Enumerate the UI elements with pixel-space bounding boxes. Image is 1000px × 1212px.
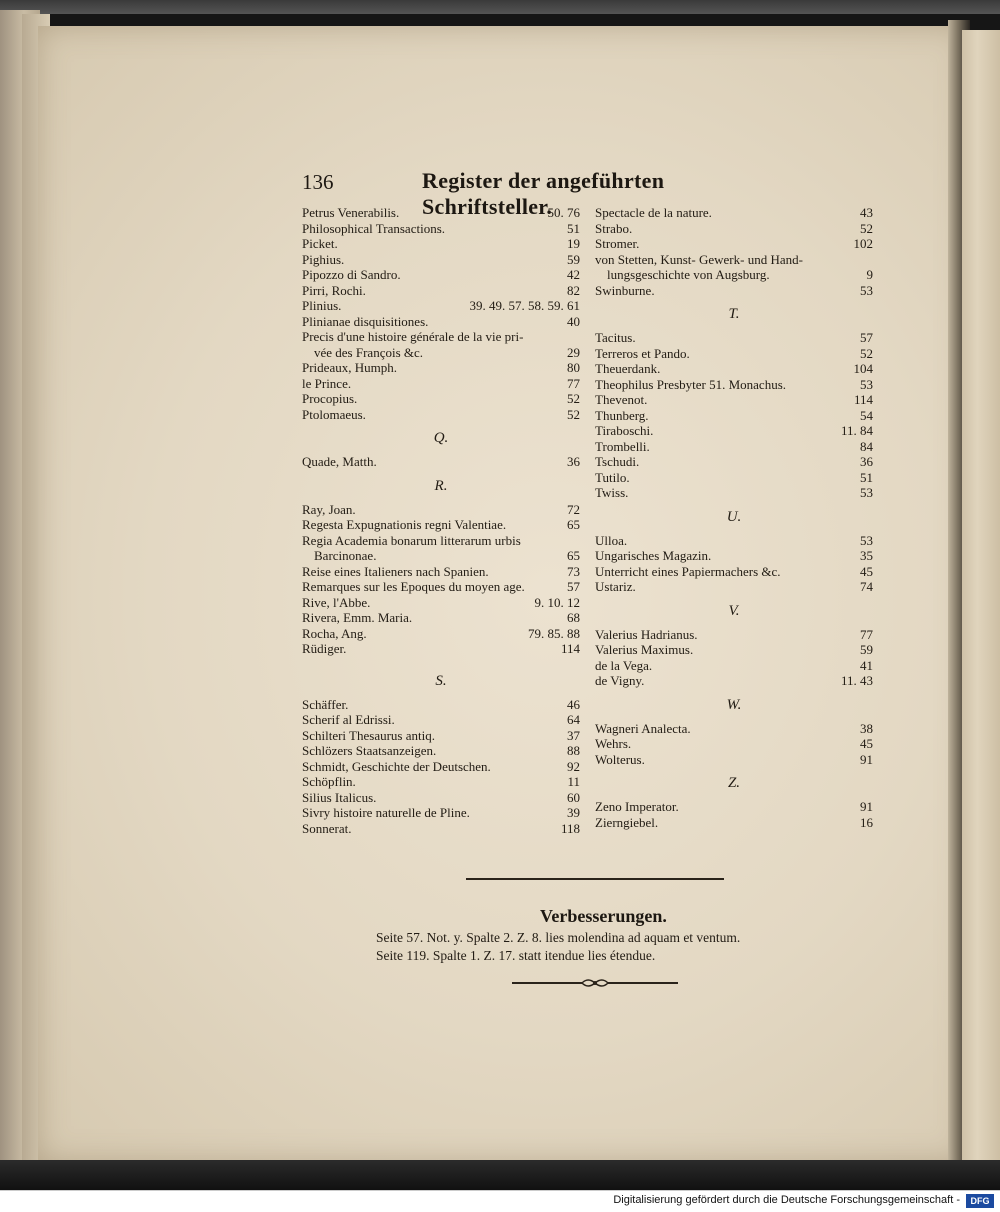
entry-page-ref: 40 (567, 313, 580, 329)
entry-author: Schmidt, Geschichte der Deutschen. (302, 758, 491, 774)
section-letter (300, 665, 582, 697)
right-page-edge (962, 30, 1000, 1180)
index-entry (300, 314, 582, 330)
index-entry (593, 205, 875, 221)
section-letter-label: W. (726, 696, 742, 713)
index-column-right (593, 205, 875, 830)
digitization-footer (0, 1190, 1000, 1212)
section-letter (300, 422, 582, 454)
entry-author: Ulloa. (595, 532, 628, 548)
index-entry (300, 821, 582, 837)
index-entry (593, 815, 875, 831)
entry-page-ref: 39. 49. 57. 58. 59. 61 (469, 298, 580, 313)
entry-author: de la Vega. (595, 657, 653, 673)
index-entry (300, 391, 582, 407)
entry-author: de Vigny. (595, 673, 645, 688)
section-letter (593, 767, 875, 799)
entry-author: Schlözers Staatsanzeigen. (302, 743, 437, 758)
index-entry (593, 673, 875, 689)
index-entry (300, 454, 582, 470)
index-entry (300, 805, 582, 821)
entry-page-ref: 57 (860, 330, 873, 345)
entry-page-ref: 68 (567, 610, 580, 625)
index-entry (593, 485, 875, 501)
entry-page-ref: 37 (567, 727, 580, 743)
index-entry (593, 330, 875, 346)
section-letter (593, 501, 875, 533)
index-entry (300, 502, 582, 518)
index-entry (593, 252, 875, 268)
index-entry (593, 721, 875, 737)
entry-author: Pipozzo di Sandro. (302, 267, 401, 282)
entry-author: Thevenot. (595, 392, 648, 407)
entry-author: Swinburne. (595, 282, 655, 298)
entry-author: Strabo. (595, 220, 633, 236)
entry-author: Tiraboschi. (595, 423, 654, 438)
entry-page-ref: 9. 10. 12 (534, 594, 580, 610)
entry-author: Procopius. (302, 391, 358, 406)
entry-author: Pighius. (302, 251, 345, 267)
entry-author: Ray, Joan. (302, 501, 356, 517)
index-entry (593, 439, 875, 455)
index-entry (300, 252, 582, 268)
section-letter-label: T. (728, 306, 740, 322)
index-entry (300, 564, 582, 580)
entry-page-ref: 102 (853, 236, 873, 251)
entry-author: Trombelli. (595, 438, 650, 454)
entry-author: Regesta Expugnationis regni Valentiae. (302, 517, 507, 532)
index-entry (300, 790, 582, 806)
entry-author: Pirri, Rochi. (302, 282, 366, 298)
section-letter-label: Z. (727, 775, 741, 791)
entry-page-ref: 42 (567, 267, 580, 282)
index-entry (593, 642, 875, 658)
entry-author: vée des François &c. (314, 344, 424, 360)
entry-page-ref: 43 (860, 205, 873, 220)
entry-author: Valerius Maximus. (595, 642, 694, 657)
entry-page-ref: 16 (860, 814, 873, 830)
index-entry (300, 759, 582, 775)
running-title: Register der angeführten Schriftsteller. (422, 168, 665, 219)
entry-page-ref: 57 (567, 579, 580, 594)
entry-page-ref: 74 (860, 579, 873, 594)
entry-author: Zeno Imperator. (595, 799, 679, 814)
entry-page-ref: 80 (567, 360, 580, 375)
entry-author: Tschudi. (595, 454, 640, 469)
entry-author: Plinianae disquisitiones. (302, 313, 429, 329)
entry-page-ref: 45 (860, 736, 873, 751)
index-entry (593, 736, 875, 752)
index-entry (300, 267, 582, 283)
index-entry (300, 345, 582, 361)
entry-author: Philosophical Transactions. (302, 220, 446, 236)
index-entry (300, 697, 582, 713)
index-entry (300, 376, 582, 392)
entry-page-ref: 52 (860, 220, 873, 236)
entry-author: Rivera, Emm. Maria. (302, 610, 413, 625)
index-entry (593, 752, 875, 768)
separator-rule (466, 878, 724, 880)
entry-page-ref: 51 (567, 220, 580, 236)
section-letter-label: Q. (433, 430, 449, 446)
entry-page-ref: 114 (853, 392, 873, 407)
index-entry (593, 377, 875, 393)
entry-page-ref: 41 (860, 657, 873, 673)
entry-author: Wehrs. (595, 736, 632, 751)
entry-author: Ptolomaeus. (302, 406, 366, 422)
index-entry (300, 329, 582, 345)
index-entry (593, 454, 875, 470)
entry-author: Barcinonae. (314, 548, 377, 563)
index-entry (300, 728, 582, 744)
entry-page-ref: 53 (860, 532, 873, 548)
ornament-divider (510, 976, 680, 990)
index-entry (300, 283, 582, 299)
entry-page-ref: 29 (567, 344, 580, 360)
entry-page-ref: 53 (860, 376, 873, 392)
entry-author: Stromer. (595, 236, 640, 251)
index-entry (300, 533, 582, 549)
entry-page-ref: 39 (567, 805, 580, 820)
entry-author: Scherif al Edrissi. (302, 712, 395, 727)
entry-page-ref: 77 (567, 375, 580, 391)
entry-page-ref: 11. 43 (840, 673, 873, 688)
entry-page-ref: 52 (860, 345, 873, 361)
entry-page-ref: 118 (560, 820, 580, 836)
entry-page-ref: 65 (567, 548, 580, 563)
section-letter (300, 470, 582, 502)
dfg-logo: DFG (966, 1194, 994, 1208)
entry-author: Twiss. (595, 485, 629, 500)
index-entry (593, 408, 875, 424)
entry-page-ref: 59 (567, 251, 580, 267)
index-entry (300, 774, 582, 790)
entry-author: Valerius Hadrianus. (595, 626, 698, 642)
index-entry (300, 360, 582, 376)
entry-page-ref: 36 (567, 454, 580, 469)
index-entry (300, 407, 582, 423)
entry-page-ref: 64 (567, 712, 580, 727)
index-entry (593, 564, 875, 580)
index-entry (593, 423, 875, 439)
errata-title: Verbesserungen. (540, 906, 667, 926)
entry-page-ref: 72 (567, 501, 580, 517)
entry-page-ref: 53 (860, 485, 873, 500)
section-letter (593, 595, 875, 627)
entry-page-ref: 19 (567, 236, 580, 251)
index-entry (593, 470, 875, 486)
entry-page-ref: 65 (567, 517, 580, 532)
index-entry (593, 221, 875, 237)
section-letter-label: R. (434, 477, 448, 494)
entry-page-ref: 51 (860, 469, 873, 485)
index-entry (593, 283, 875, 299)
entry-author: Unterricht eines Papiermachers &c. (595, 563, 781, 579)
section-letter-label: S. (435, 672, 447, 689)
entry-page-ref: 35 (860, 548, 873, 563)
scanner-top-edge (0, 0, 1000, 14)
entry-page-ref: 46 (567, 696, 580, 712)
entry-page-ref: 84 (860, 438, 873, 454)
entry-author: Plinius. (302, 298, 342, 313)
entry-author: Terreros et Pando. (595, 345, 690, 361)
section-letter (593, 689, 875, 721)
entry-author: Wagneri Analecta. (595, 720, 691, 736)
entry-page-ref: 91 (860, 751, 873, 767)
page-number: 136 (302, 170, 334, 194)
index-entry (300, 517, 582, 533)
index-entry (593, 548, 875, 564)
entry-page-ref: 11 (567, 774, 580, 789)
entry-author: Remarques sur les Epoques du moyen age. (302, 579, 525, 594)
entry-page-ref: 36 (860, 454, 873, 469)
entry-page-ref: 73 (567, 563, 580, 579)
entry-author: Reise eines Italieners nach Spanien. (302, 563, 489, 579)
section-letter-label: V. (728, 602, 740, 619)
entry-page-ref: 50. 76 (547, 205, 580, 220)
index-entry (300, 626, 582, 642)
entry-author: Picket. (302, 236, 338, 251)
entry-author: Rüdiger. (302, 641, 347, 656)
entry-page-ref: 104 (853, 361, 873, 376)
entry-author: Petrus Venerabilis. (302, 205, 400, 220)
entry-author: Theuerdank. (595, 361, 661, 376)
entry-page-ref: 54 (860, 407, 873, 423)
entry-author: Quade, Matth. (302, 454, 377, 469)
index-entry (300, 610, 582, 626)
entry-page-ref: 52 (567, 391, 580, 406)
entry-author: Ungarisches Magazin. (595, 548, 712, 563)
index-entry (593, 579, 875, 595)
entry-page-ref: 53 (860, 282, 873, 298)
entry-page-ref: 45 (860, 563, 873, 579)
entry-page-ref: 79. 85. 88 (528, 625, 580, 641)
index-entry (593, 361, 875, 377)
entry-author: Rocha, Ang. (302, 625, 367, 641)
entry-author: Wolterus. (595, 751, 645, 767)
errata-line: Seite 119. Spalte 1. Z. 17. statt itendue lies étendue. (376, 948, 656, 963)
index-entry (300, 221, 582, 237)
entry-page-ref: 82 (567, 282, 580, 298)
index-entry (593, 236, 875, 252)
entry-page-ref: 92 (567, 758, 580, 774)
entry-author: Schöpflin. (302, 774, 356, 789)
entry-page-ref: 114 (560, 641, 580, 656)
index-entry (593, 533, 875, 549)
index-entry (300, 298, 582, 314)
entry-author: Tacitus. (595, 330, 636, 345)
entry-author: Prideaux, Humph. (302, 360, 397, 375)
funding-notice: Digitalisierung gefördert durch die Deutsche Forschungsgemeinschaft - (613, 1194, 960, 1206)
entry-author: Schilteri Thesaurus antiq. (302, 727, 435, 743)
index-entry (300, 205, 582, 221)
entry-author: Schäffer. (302, 696, 349, 712)
section-letter (593, 298, 875, 330)
entry-page-ref: 88 (567, 743, 580, 758)
entry-page-ref: 77 (860, 626, 873, 642)
index-entry (593, 799, 875, 815)
entry-page-ref: 11. 84 (840, 423, 873, 438)
entry-author: le Prince. (302, 375, 352, 391)
spacer (300, 657, 582, 665)
index-entry (300, 712, 582, 728)
index-entry (300, 236, 582, 252)
entry-author: Sonnerat. (302, 820, 352, 836)
entry-author: Sivry histoire naturelle de Pline. (302, 805, 470, 820)
index-entry (300, 579, 582, 595)
index-entry (300, 548, 582, 564)
entry-author: Zierngiebel. (595, 814, 659, 830)
entry-author: Rive, l'Abbe. (302, 594, 371, 610)
scanner-bottom-edge (0, 1160, 1000, 1190)
index-entry (593, 392, 875, 408)
errata-line: Seite 57. Not. y. Spalte 2. Z. 8. lies molendina ad aquam et ventum. (376, 930, 741, 945)
entry-author: Theophilus Presbyter 51. Monachus. (595, 376, 787, 392)
entry-page-ref: 60 (567, 789, 580, 805)
entry-page-ref: 38 (860, 720, 873, 736)
index-entry (300, 595, 582, 611)
entry-author: von Stetten, Kunst- Gewerk- und Hand- (595, 251, 803, 267)
entry-author: Silius Italicus. (302, 789, 377, 805)
index-entry (593, 346, 875, 362)
section-letter-label: U. (726, 508, 742, 525)
entry-author: Regia Academia bonarum litterarum urbis (302, 532, 521, 548)
index-column-left (300, 205, 582, 836)
index-entry (593, 658, 875, 674)
entry-page-ref: 91 (860, 799, 873, 814)
entry-page-ref: 52 (567, 406, 580, 422)
entry-page-ref: 59 (860, 642, 873, 657)
entry-author: Thunberg. (595, 407, 649, 423)
entry-author: Ustariz. (595, 579, 636, 594)
index-entry (300, 641, 582, 657)
index-entry (300, 743, 582, 759)
entry-author: lungsgeschichte von Augsburg. (607, 267, 770, 282)
entry-author: Spectacle de la nature. (595, 205, 712, 220)
entry-page-ref: 9 (866, 267, 873, 282)
index-entry (593, 627, 875, 643)
index-entry (593, 267, 875, 283)
entry-author: Tutilo. (595, 469, 630, 485)
entry-author: Precis d'une histoire générale de la vie pri- (302, 329, 524, 344)
